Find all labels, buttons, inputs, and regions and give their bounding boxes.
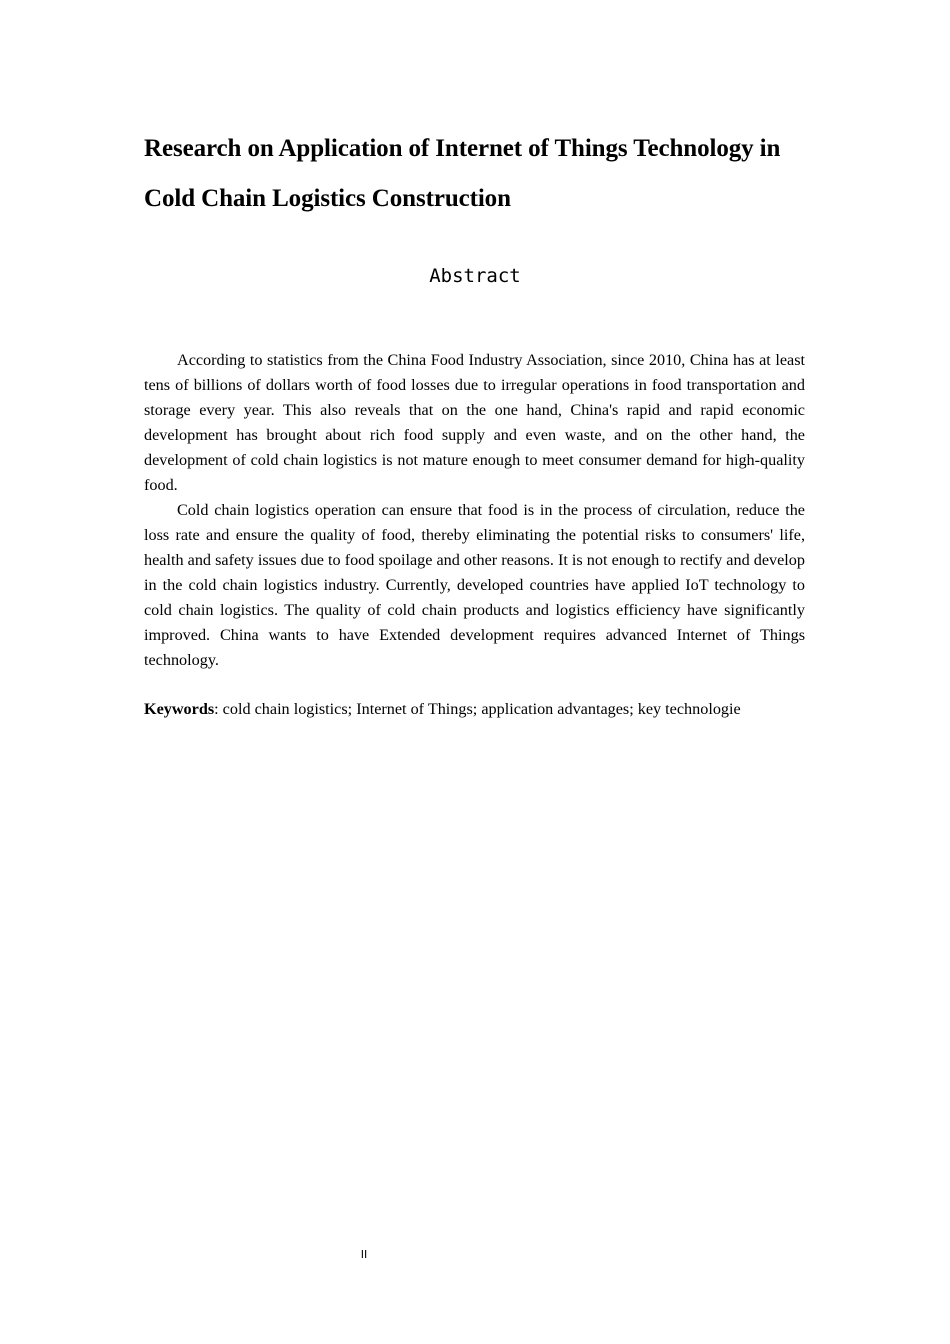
abstract-heading: Abstract bbox=[429, 265, 521, 287]
keywords-label: Keywords bbox=[144, 700, 215, 718]
abstract-paragraph: Cold chain logistics operation can ensure that food is in the process of circulation, reduce the loss rate and ensure the quality of food, thereby eliminating the potential risks to consumers' life, health and safety issues due to food spoilage and other reasons. It is not enough to rectify and develop in the cold chain logistics industry. Currently, developed countries have applied IoT technology to cold chain logistics. The quality of cold chain products and logistics efficiency have significantly improved. China wants to have Extended development requires advanced Internet of Things technology. bbox=[144, 501, 805, 669]
paper-title: Research on Application of Internet of Things Technology in Cold Chain Logistics Construction bbox=[144, 135, 781, 212]
keywords-text: : cold chain logistics; Internet of Things; application advantages; key technologie bbox=[214, 700, 741, 718]
abstract-paragraph: According to statistics from the China Food Industry Association, since 2010, China has at least tens of billions of dollars worth of food losses due to irregular operations in food transportation and storage every year. This also reveals that on the one hand, China's rapid and rapid economic development has brought about rich food supply and even waste, and on the other hand, the development of cold chain logistics is not mature enough to meet consumer demand for high-quality food. bbox=[144, 351, 805, 494]
keywords-line bbox=[144, 697, 805, 722]
page-number: II bbox=[360, 1248, 368, 1261]
abstract-body bbox=[144, 348, 805, 673]
